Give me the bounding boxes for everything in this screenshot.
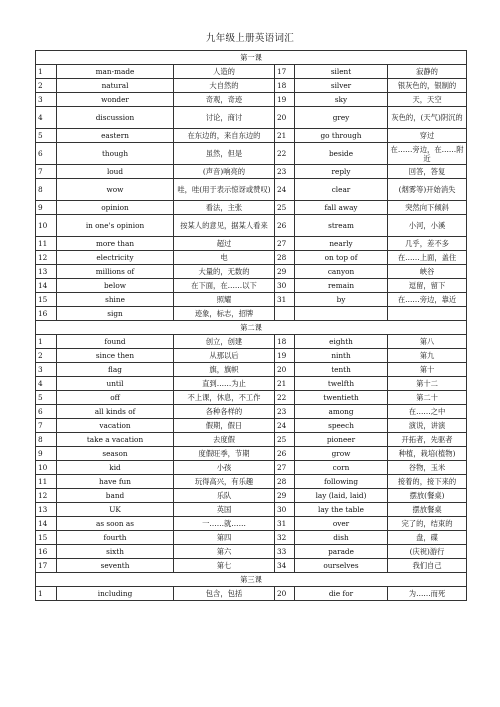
entry-word: fourth — [57, 531, 174, 545]
entry-word: fall away — [295, 201, 388, 215]
entry-meaning: 旗，旗帜 — [174, 363, 275, 377]
entry-meaning: 按某人的意见，据某人看来 — [174, 215, 275, 237]
entry-word: by — [295, 293, 388, 307]
entry-meaning: (烟雾等)开始消失 — [388, 179, 467, 201]
entry-word: following — [295, 475, 388, 489]
entry-meaning: 假期，假日 — [174, 419, 275, 433]
entry-word: parade — [295, 545, 388, 559]
entry-number: 3 — [36, 363, 57, 377]
entry-meaning: 演说，讲演 — [388, 419, 467, 433]
entry-number: 15 — [36, 531, 57, 545]
entry-word: eighth — [295, 335, 388, 349]
entry-number: 2 — [36, 349, 57, 363]
entry-number: 12 — [36, 251, 57, 265]
entry-number: 25 — [275, 433, 295, 447]
entry-word: nearly — [295, 237, 388, 251]
entry-meaning: 峡谷 — [388, 265, 467, 279]
entry-word: off — [57, 391, 174, 405]
table-row — [36, 349, 467, 363]
table-row — [36, 93, 467, 107]
entry-word: found — [57, 335, 174, 349]
entry-number: 22 — [275, 143, 295, 165]
table-row — [36, 237, 467, 251]
entry-word: dish — [295, 531, 388, 545]
table-row — [36, 489, 467, 503]
section-title: 第二课 — [36, 321, 467, 335]
entry-meaning: 小河，小溪 — [388, 215, 467, 237]
entry-number: 20 — [275, 587, 295, 601]
entry-number: 21 — [275, 377, 295, 391]
entry-number: 18 — [275, 335, 295, 349]
entry-meaning: 穿过 — [388, 129, 467, 143]
entry-meaning: 不上课，休息，不工作 — [174, 391, 275, 405]
entry-word: ourselves — [295, 559, 388, 573]
table-row — [36, 475, 467, 489]
entry-number: 18 — [275, 79, 295, 93]
entry-word: band — [57, 489, 174, 503]
entry-word: shine — [57, 293, 174, 307]
entry-meaning: 寂静的 — [388, 65, 467, 79]
entry-word — [295, 307, 388, 321]
entry-number: 24 — [275, 179, 295, 201]
entry-meaning: 第二十 — [388, 391, 467, 405]
entry-number: 32 — [275, 531, 295, 545]
entry-word: eastern — [57, 129, 174, 143]
entry-word: sign — [57, 307, 174, 321]
entry-meaning: 从那以后 — [174, 349, 275, 363]
table-row — [36, 79, 467, 93]
entry-meaning: 哇，哇(用于表示惊讶或赞叹) — [174, 179, 275, 201]
table-row — [36, 251, 467, 265]
entry-number: 22 — [275, 391, 295, 405]
entry-number: 20 — [275, 363, 295, 377]
entry-word: silver — [295, 79, 388, 93]
entry-meaning: 银灰色的，银制的 — [388, 79, 467, 93]
entry-meaning: 回答，答复 — [388, 165, 467, 179]
entry-word: clear — [295, 179, 388, 201]
entry-word: ninth — [295, 349, 388, 363]
entry-number: 4 — [36, 377, 57, 391]
entry-meaning: 几乎，差不多 — [388, 237, 467, 251]
entry-word: flag — [57, 363, 174, 377]
entry-meaning: 突然向下倾斜 — [388, 201, 467, 215]
entry-meaning: (庆祝)游行 — [388, 545, 467, 559]
entry-word: grow — [295, 447, 388, 461]
entry-meaning: 盘，碟 — [388, 531, 467, 545]
section-header-row — [36, 321, 467, 335]
entry-meaning: (声音)响亮的 — [174, 165, 275, 179]
entry-number: 11 — [36, 475, 57, 489]
table-row — [36, 215, 467, 237]
entry-word: since then — [57, 349, 174, 363]
entry-meaning: 在……之中 — [388, 405, 467, 419]
entry-word: go through — [295, 129, 388, 143]
entry-number: 25 — [275, 201, 295, 215]
entry-number: 8 — [36, 179, 57, 201]
entry-number — [275, 307, 295, 321]
table-row — [36, 559, 467, 573]
entry-number: 2 — [36, 79, 57, 93]
entry-word: die for — [295, 587, 388, 601]
section-header-row — [36, 51, 467, 65]
entry-word: wonder — [57, 93, 174, 107]
entry-number: 16 — [36, 545, 57, 559]
entry-number: 9 — [36, 447, 57, 461]
entry-number: 28 — [275, 475, 295, 489]
table-row — [36, 201, 467, 215]
table-row — [36, 307, 467, 321]
entry-meaning: 摆放(餐桌) — [388, 489, 467, 503]
entry-number: 11 — [36, 237, 57, 251]
entry-meaning: 超过 — [174, 237, 275, 251]
table-row — [36, 433, 467, 447]
entry-word: tenth — [295, 363, 388, 377]
entry-word: though — [57, 143, 174, 165]
entry-meaning: 看法，主张 — [174, 201, 275, 215]
entry-word: UK — [57, 503, 174, 517]
entry-meaning: 在东边的，来自东边的 — [174, 129, 275, 143]
entry-word: canyon — [295, 265, 388, 279]
entry-word: twelfth — [295, 377, 388, 391]
entry-meaning: 第九 — [388, 349, 467, 363]
entry-number: 19 — [275, 349, 295, 363]
entry-number: 7 — [36, 419, 57, 433]
section-header-row — [36, 573, 467, 587]
table-row — [36, 517, 467, 531]
entry-meaning: 度假旺季，节期 — [174, 447, 275, 461]
table-row — [36, 587, 467, 601]
entry-word: natural — [57, 79, 174, 93]
section-title: 第一课 — [36, 51, 467, 65]
table-row — [36, 545, 467, 559]
entry-meaning: 乐队 — [174, 489, 275, 503]
entry-meaning: 小孩 — [174, 461, 275, 475]
entry-meaning — [388, 307, 467, 321]
entry-word: sky — [295, 93, 388, 107]
entry-meaning: 第十二 — [388, 377, 467, 391]
entry-word: twentieth — [295, 391, 388, 405]
entry-word: pioneer — [295, 433, 388, 447]
entry-number: 24 — [275, 419, 295, 433]
entry-meaning: 第十 — [388, 363, 467, 377]
table-row — [36, 531, 467, 545]
entry-number: 14 — [36, 517, 57, 531]
entry-number: 4 — [36, 107, 57, 129]
entry-meaning: 包含，包括 — [174, 587, 275, 601]
entry-meaning: 创立，创建 — [174, 335, 275, 349]
entry-number: 31 — [275, 293, 295, 307]
entry-number: 21 — [275, 129, 295, 143]
entry-word: on top of — [295, 251, 388, 265]
entry-number: 17 — [275, 65, 295, 79]
entry-number: 17 — [36, 559, 57, 573]
entry-word: discussion — [57, 107, 174, 129]
entry-word: opinion — [57, 201, 174, 215]
entry-meaning: 各种各样的 — [174, 405, 275, 419]
entry-meaning: 第四 — [174, 531, 275, 545]
entry-number: 19 — [275, 93, 295, 107]
entry-meaning: 谷物，玉米 — [388, 461, 467, 475]
entry-number: 30 — [275, 279, 295, 293]
entry-meaning: 一……就…… — [174, 517, 275, 531]
entry-number: 29 — [275, 265, 295, 279]
table-row — [36, 405, 467, 419]
entry-word: loud — [57, 165, 174, 179]
entry-meaning: 在……旁边，在……附近 — [388, 143, 467, 165]
entry-word: beside — [295, 143, 388, 165]
entry-word: sixth — [57, 545, 174, 559]
entry-word: seventh — [57, 559, 174, 573]
entry-word: wow — [57, 179, 174, 201]
entry-word: speech — [295, 419, 388, 433]
entry-number: 23 — [275, 405, 295, 419]
entry-meaning: 照耀 — [174, 293, 275, 307]
entry-word: take a vacation — [57, 433, 174, 447]
entry-word: corn — [295, 461, 388, 475]
entry-number: 3 — [36, 93, 57, 107]
table-row — [36, 65, 467, 79]
entry-meaning: 人造的 — [174, 65, 275, 79]
table-row — [36, 107, 467, 129]
entry-word: lay the table — [295, 503, 388, 517]
entry-number: 6 — [36, 405, 57, 419]
table-row — [36, 391, 467, 405]
entry-word: electricity — [57, 251, 174, 265]
entry-meaning: 灰色的，(天气)阴沉的 — [388, 107, 467, 129]
entry-word: millions of — [57, 265, 174, 279]
entry-word: silent — [295, 65, 388, 79]
entry-word: vacation — [57, 419, 174, 433]
section-title: 第三课 — [36, 573, 467, 587]
table-row — [36, 461, 467, 475]
entry-number: 15 — [36, 293, 57, 307]
entry-meaning: 在……旁边，靠近 — [388, 293, 467, 307]
entry-word: more than — [57, 237, 174, 251]
entry-word: including — [57, 587, 174, 601]
entry-word: in one's opinion — [57, 215, 174, 237]
entry-number: 29 — [275, 489, 295, 503]
entry-meaning: 直到……为止 — [174, 377, 275, 391]
entry-word: below — [57, 279, 174, 293]
table-row — [36, 293, 467, 307]
entry-meaning: 开拓者，先驱者 — [388, 433, 467, 447]
entry-word: stream — [295, 215, 388, 237]
entry-meaning: 在下面，在……以下 — [174, 279, 275, 293]
entry-number: 10 — [36, 215, 57, 237]
entry-number: 16 — [36, 307, 57, 321]
entry-meaning: 迹象，标志，招牌 — [174, 307, 275, 321]
entry-word: kid — [57, 461, 174, 475]
entry-number: 12 — [36, 489, 57, 503]
table-row — [36, 447, 467, 461]
entry-word: remain — [295, 279, 388, 293]
entry-number: 7 — [36, 165, 57, 179]
vocabulary-table — [35, 50, 467, 601]
entry-meaning: 第八 — [388, 335, 467, 349]
table-row — [36, 363, 467, 377]
entry-word: until — [57, 377, 174, 391]
entry-word: all kinds of — [57, 405, 174, 419]
entry-meaning: 种植，栽培(植物) — [388, 447, 467, 461]
table-row — [36, 335, 467, 349]
entry-meaning: 去度假 — [174, 433, 275, 447]
entry-number: 26 — [275, 215, 295, 237]
entry-meaning: 玩得高兴，有乐趣 — [174, 475, 275, 489]
entry-word: as soon as — [57, 517, 174, 531]
entry-number: 1 — [36, 335, 57, 349]
entry-word: lay (laid, laid) — [295, 489, 388, 503]
entry-meaning: 我们自己 — [388, 559, 467, 573]
entry-number: 30 — [275, 503, 295, 517]
entry-meaning: 英国 — [174, 503, 275, 517]
vocabulary-body — [36, 51, 467, 601]
entry-number: 6 — [36, 143, 57, 165]
entry-number: 8 — [36, 433, 57, 447]
page-title: 九年级上册英语词汇 — [205, 33, 295, 44]
entry-meaning: 摆放餐桌 — [388, 503, 467, 517]
entry-word: man-made — [57, 65, 174, 79]
entry-word: season — [57, 447, 174, 461]
entry-meaning: 大自然的 — [174, 79, 275, 93]
entry-number: 9 — [36, 201, 57, 215]
entry-word: reply — [295, 165, 388, 179]
entry-number: 1 — [36, 587, 57, 601]
table-row — [36, 143, 467, 165]
entry-word: have fun — [57, 475, 174, 489]
entry-number: 27 — [275, 461, 295, 475]
entry-number: 20 — [275, 107, 295, 129]
entry-number: 14 — [36, 279, 57, 293]
table-row — [36, 129, 467, 143]
table-row — [36, 419, 467, 433]
entry-meaning: 在……上面，盖住 — [388, 251, 467, 265]
entry-number: 23 — [275, 165, 295, 179]
entry-meaning: 虽然，但是 — [174, 143, 275, 165]
entry-meaning: 为……而死 — [388, 587, 467, 601]
entry-meaning: 讨论，商讨 — [174, 107, 275, 129]
table-row — [36, 165, 467, 179]
entry-meaning: 奇观，奇迹 — [174, 93, 275, 107]
entry-number: 34 — [275, 559, 295, 573]
entry-meaning: 接着的，接下来的 — [388, 475, 467, 489]
entry-meaning: 大量的，无数的 — [174, 265, 275, 279]
entry-number: 26 — [275, 447, 295, 461]
entry-number: 13 — [36, 265, 57, 279]
entry-number: 27 — [275, 237, 295, 251]
entry-word: over — [295, 517, 388, 531]
entry-meaning: 第六 — [174, 545, 275, 559]
table-row — [36, 179, 467, 201]
entry-number: 5 — [36, 129, 57, 143]
entry-meaning: 完了的，结束的 — [388, 517, 467, 531]
entry-number: 5 — [36, 391, 57, 405]
entry-meaning: 第七 — [174, 559, 275, 573]
entry-number: 1 — [36, 65, 57, 79]
entry-meaning: 逗留，留下 — [388, 279, 467, 293]
entry-word: among — [295, 405, 388, 419]
entry-meaning: 天，天空 — [388, 93, 467, 107]
entry-number: 28 — [275, 251, 295, 265]
entry-number: 33 — [275, 545, 295, 559]
entry-word: grey — [295, 107, 388, 129]
table-row — [36, 279, 467, 293]
entry-meaning: 电 — [174, 251, 275, 265]
entry-number: 31 — [275, 517, 295, 531]
entry-number: 10 — [36, 461, 57, 475]
table-row — [36, 377, 467, 391]
table-row — [36, 503, 467, 517]
table-row — [36, 265, 467, 279]
entry-number: 13 — [36, 503, 57, 517]
